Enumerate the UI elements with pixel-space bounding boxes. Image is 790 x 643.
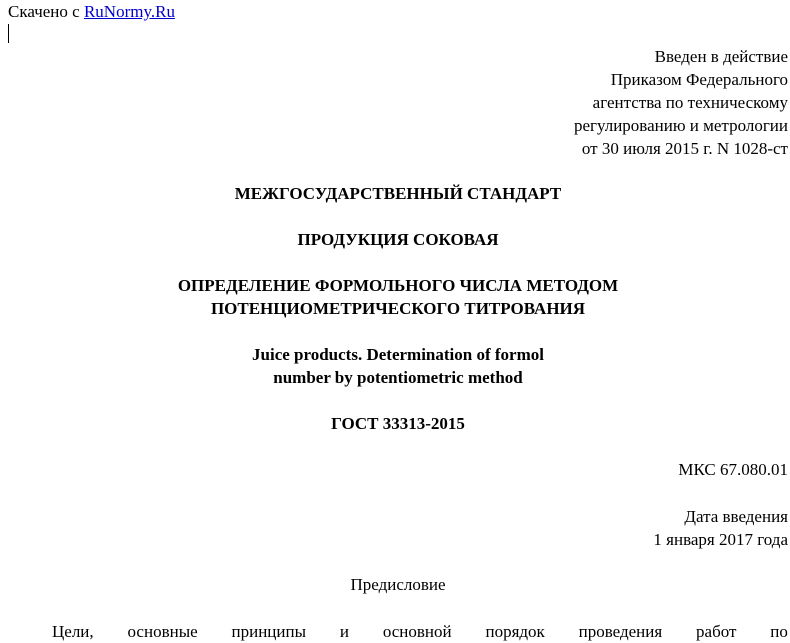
- product-heading: ПРОДУКЦИЯ СОКОВАЯ: [297, 230, 499, 249]
- enactment-line: агентства по техническому: [592, 93, 788, 112]
- foreword-word: и: [339, 622, 349, 641]
- english-title: [0, 343, 790, 389]
- english-title-line-1: Juice products. Determination of formol: [252, 345, 544, 364]
- foreword-word: Цели,: [52, 622, 94, 641]
- download-source-line: [8, 2, 175, 22]
- download-prefix: Скачено с: [8, 2, 80, 21]
- foreword-word: по: [770, 622, 788, 641]
- enactment-line: Введен в действие: [654, 47, 788, 66]
- english-title-line-2: number by potentiometric method: [273, 368, 523, 387]
- russian-title-line-2: ПОТЕНЦИОМЕТРИЧЕСКОГО ТИТРОВАНИЯ: [210, 299, 586, 318]
- enactment-line: от 30 июля 2015 г. N 1028-ст: [581, 139, 788, 158]
- intro-date-block: [653, 505, 788, 551]
- intro-date-value: 1 января 2017 года: [653, 530, 788, 549]
- intro-date-label: Дата введения: [684, 507, 788, 526]
- foreword-paragraph: [52, 620, 788, 643]
- mks-code: МКС 67.080.01: [678, 460, 788, 479]
- foreword-word: принципы: [231, 622, 307, 641]
- foreword-heading: Предисловие: [350, 575, 446, 594]
- foreword-word: проведения: [578, 622, 663, 641]
- russian-title: [0, 274, 790, 320]
- foreword-word: работ: [696, 622, 737, 641]
- enactment-block: [574, 45, 788, 160]
- russian-title-line-1: ОПРЕДЕЛЕНИЕ ФОРМОЛЬНОГО ЧИСЛА МЕТОДОМ: [177, 276, 619, 295]
- standard-type-heading: МЕЖГОСУДАРСТВЕННЫЙ СТАНДАРТ: [234, 184, 562, 203]
- foreword-first-line: [52, 620, 788, 643]
- gost-number: ГОСТ 33313-2015: [331, 414, 465, 433]
- foreword-word: основные: [127, 622, 198, 641]
- foreword-word: порядок: [485, 622, 545, 641]
- enactment-line: Приказом Федерального: [610, 70, 788, 89]
- foreword-word: основной: [382, 622, 452, 641]
- enactment-line: регулированию и метрологии: [573, 116, 788, 135]
- runormy-link[interactable]: RuNormy.Ru: [83, 2, 175, 21]
- text-cursor: [8, 24, 9, 43]
